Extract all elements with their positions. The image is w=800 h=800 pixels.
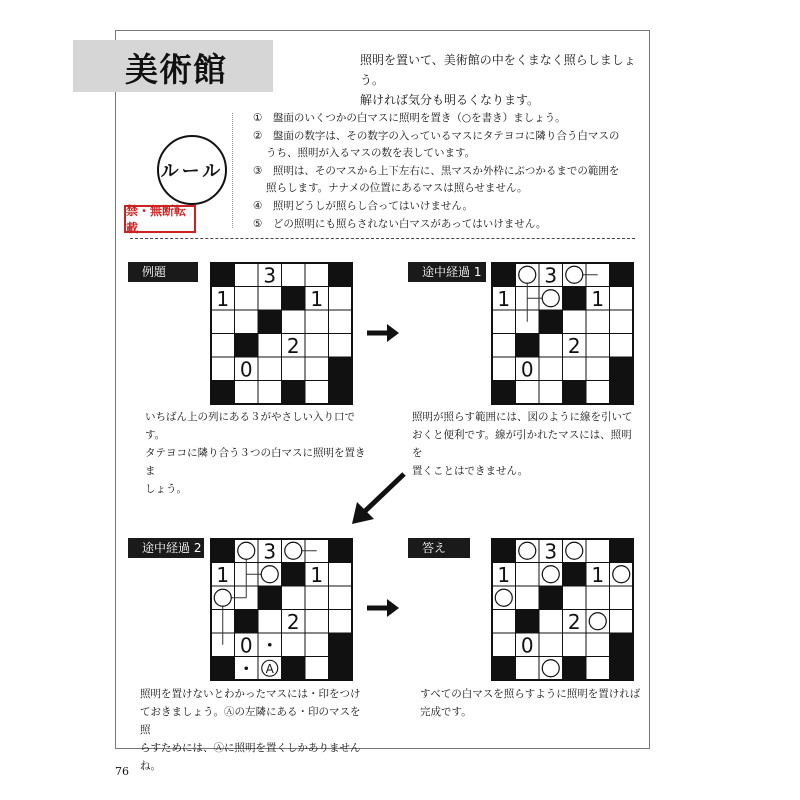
grid-cell [329, 610, 353, 634]
light-circle [238, 542, 255, 559]
grid-cell [563, 633, 587, 657]
grid-cell [305, 310, 329, 334]
grid-cell [610, 381, 634, 405]
caption-line: タテヨコに隣り合う３つの白マスに照明を置きま [145, 447, 366, 477]
grid-cell [305, 381, 329, 405]
arrow-right-icon [365, 597, 401, 619]
light-circle [261, 566, 278, 583]
grid-cell [235, 287, 259, 311]
grid-cell [305, 657, 329, 681]
light-circle [613, 566, 630, 583]
grid-number: 1 [497, 562, 511, 587]
step-label-progress-2: 途中経過 2 [128, 538, 204, 558]
rule-line: ④ 照明どうしが照らし合ってはいけません。 [253, 199, 474, 212]
grid-cell [258, 287, 282, 311]
puzzle-grid-progress-2 [210, 538, 353, 681]
grid-cell [211, 539, 235, 563]
grid-cell [235, 334, 259, 358]
rule-line: ① 盤面のいくつかの白マスに照明を置き（○を書き）ましょう。 [253, 112, 566, 124]
grid-cell [282, 287, 306, 311]
step-label-progress-1: 途中経過 1 [408, 262, 486, 282]
grid-number: 1 [497, 286, 511, 311]
grid-cell [563, 381, 587, 405]
grid-cell [235, 610, 259, 634]
grid-cell [539, 310, 563, 334]
light-circle [542, 660, 559, 677]
grid-number: 0 [239, 357, 253, 382]
grid-cell [516, 657, 540, 681]
grid-number: 3 [544, 263, 558, 288]
grid-cell [305, 633, 329, 657]
light-circle [519, 542, 536, 559]
caption-example [145, 408, 373, 498]
caption-line: らすためには、Ⓐに照明を置くしかありませんね。 [140, 742, 361, 772]
grid-cell [563, 287, 587, 311]
grid-cell [329, 586, 353, 610]
grid-cell [329, 357, 353, 381]
arrow-down-left-icon [348, 470, 408, 528]
grid-number: 3 [263, 539, 277, 564]
grid-cell [539, 610, 563, 634]
section-divider [130, 238, 635, 239]
grid-cell [586, 334, 610, 358]
grid-cell [258, 586, 282, 610]
grid-cell [211, 334, 235, 358]
grid-cell [586, 586, 610, 610]
grid-cell [305, 357, 329, 381]
grid-number: 0 [239, 633, 253, 658]
grid-cell [492, 610, 516, 634]
grid-number: 2 [286, 333, 300, 358]
grid-cell [211, 657, 235, 681]
grid-cell [329, 539, 353, 563]
caption-progress-1 [412, 408, 640, 480]
intro-line: 照明を置いて、美術館の中をくまなく照らしましょう。 [360, 53, 636, 87]
grid-number: 1 [216, 286, 230, 311]
rule-badge: ルール [157, 135, 227, 205]
grid-cell [563, 310, 587, 334]
rule-line: ② 盤面の数字は、その数字の入っているマスにタテヨコに隣り合う白マスの [253, 129, 620, 142]
grid-cell [258, 610, 282, 634]
light-circle [566, 542, 583, 559]
light-circle [285, 542, 302, 559]
grid-cell [258, 334, 282, 358]
grid-cell [586, 633, 610, 657]
grid-cell [610, 586, 634, 610]
grid-cell [235, 263, 259, 287]
grid-number: 2 [567, 609, 581, 634]
grid-cell [563, 586, 587, 610]
light-circle [495, 589, 512, 606]
grid-cell [211, 357, 235, 381]
marker-letter: A [265, 661, 274, 676]
caption-line: 照明が照らす範囲には、図のように線を引いて [412, 411, 633, 423]
grid-cell [211, 381, 235, 405]
grid-number: 0 [520, 357, 534, 382]
intro-text [360, 50, 650, 110]
rule-separator [232, 113, 233, 228]
grid-cell [539, 357, 563, 381]
grid-cell [539, 633, 563, 657]
copyright-stamp: 禁・無断転載 [124, 205, 196, 233]
caption-line: ておきましょう。Ⓐの左隣にある・印のマスを照 [140, 706, 361, 736]
grid-cell [586, 539, 610, 563]
grid-cell [305, 586, 329, 610]
grid-cell [329, 263, 353, 287]
grid-cell [329, 563, 353, 587]
grid-cell [539, 381, 563, 405]
grid-cell [329, 334, 353, 358]
grid-cell [282, 657, 306, 681]
grid-cell [492, 310, 516, 334]
caption-progress-2 [140, 685, 368, 775]
light-circle [542, 290, 559, 307]
grid-cell [282, 633, 306, 657]
grid-cell [329, 287, 353, 311]
grid-cell [563, 657, 587, 681]
grid-cell [492, 633, 516, 657]
grid-cell [258, 381, 282, 405]
rule-line: ⑤ どの照明にも照らされない白マスがあってはいけません。 [253, 217, 547, 230]
page-title: 美術館 [125, 50, 227, 89]
grid-number: 3 [263, 263, 277, 288]
puzzle-grid-example [210, 262, 353, 405]
grid-cell [329, 633, 353, 657]
caption-answer [420, 685, 648, 721]
grid-cell [282, 563, 306, 587]
step-label-example: 例題 [128, 262, 198, 282]
grid-cell [516, 586, 540, 610]
page-number: 76 [115, 765, 129, 778]
grid-cell [563, 563, 587, 587]
grid-cell [610, 287, 634, 311]
grid-cell [610, 633, 634, 657]
grid-cell [516, 381, 540, 405]
grid-number: 1 [310, 562, 324, 587]
grid-number: 1 [591, 562, 605, 587]
grid-cell [282, 357, 306, 381]
intro-line: 解ければ気分も明るくなります。 [360, 93, 540, 107]
grid-cell [492, 657, 516, 681]
grid-cell [516, 563, 540, 587]
grid-cell [586, 357, 610, 381]
rule-line: うち、照明が入るマスの数を表しています。 [266, 147, 476, 160]
grid-cell [610, 610, 634, 634]
grid-cell [305, 263, 329, 287]
grid-cell [235, 310, 259, 334]
grid-cell [282, 586, 306, 610]
light-circle [566, 266, 583, 283]
grid-cell [516, 334, 540, 358]
grid-cell [586, 310, 610, 334]
grid-cell [516, 610, 540, 634]
grid-number: 1 [310, 286, 324, 311]
grid-cell [610, 334, 634, 358]
grid-cell [586, 657, 610, 681]
caption-line: すべての白マスを照らすように照明を置ければ [420, 688, 641, 700]
puzzle-grid-answer [491, 538, 634, 681]
grid-cell [305, 334, 329, 358]
grid-cell [282, 263, 306, 287]
grid-cell [539, 586, 563, 610]
grid-cell [492, 334, 516, 358]
rules-list [253, 110, 643, 233]
caption-line: 置くことはできません。 [412, 465, 529, 477]
caption-line: いちばん上の列にある３がやさしい入り口です。 [145, 411, 355, 441]
caption-line: 完成です。 [420, 706, 472, 718]
grid-cell [329, 657, 353, 681]
light-circle [214, 589, 231, 606]
no-light-dot [244, 666, 248, 670]
no-light-dot [268, 643, 272, 647]
grid-cell [539, 334, 563, 358]
grid-cell [610, 657, 634, 681]
light-circle [519, 266, 536, 283]
grid-cell [610, 357, 634, 381]
grid-cell [211, 263, 235, 287]
arrow-right-icon [365, 322, 401, 344]
grid-cell [329, 310, 353, 334]
step-label-answer: 答え [408, 538, 470, 558]
rule-line: 照らします。ナナメの位置にあるマスは照らせません。 [266, 182, 528, 195]
grid-cell [282, 310, 306, 334]
caption-line: おくと便利です。線が引かれたマスには、照明を [412, 429, 632, 459]
grid-cell [492, 539, 516, 563]
grid-number: 0 [520, 633, 534, 658]
grid-number: 3 [544, 539, 558, 564]
caption-line: しょう。 [145, 483, 187, 495]
puzzle-grid-progress-1 [491, 262, 634, 405]
light-circle [542, 566, 559, 583]
grid-cell [258, 310, 282, 334]
grid-cell [586, 381, 610, 405]
grid-cell [235, 381, 259, 405]
grid-cell [492, 381, 516, 405]
grid-cell [610, 263, 634, 287]
grid-cell [211, 310, 235, 334]
rule-line: ③ 照明は、そのマスから上下左右に、黒マスか外枠にぶつかるまでの範囲を [253, 164, 620, 177]
grid-cell [282, 381, 306, 405]
grid-cell [610, 310, 634, 334]
grid-cell [329, 381, 353, 405]
grid-cell [305, 610, 329, 634]
grid-number: 1 [591, 286, 605, 311]
light-circle [589, 613, 606, 630]
grid-cell [610, 539, 634, 563]
grid-cell [492, 263, 516, 287]
caption-line: 照明を置けないとわかったマスには・印をつけ [140, 688, 361, 700]
grid-cell [258, 357, 282, 381]
grid-number: 2 [286, 609, 300, 634]
grid-number: 2 [567, 333, 581, 358]
grid-cell [492, 357, 516, 381]
grid-cell [563, 357, 587, 381]
grid-number: 1 [216, 562, 230, 587]
